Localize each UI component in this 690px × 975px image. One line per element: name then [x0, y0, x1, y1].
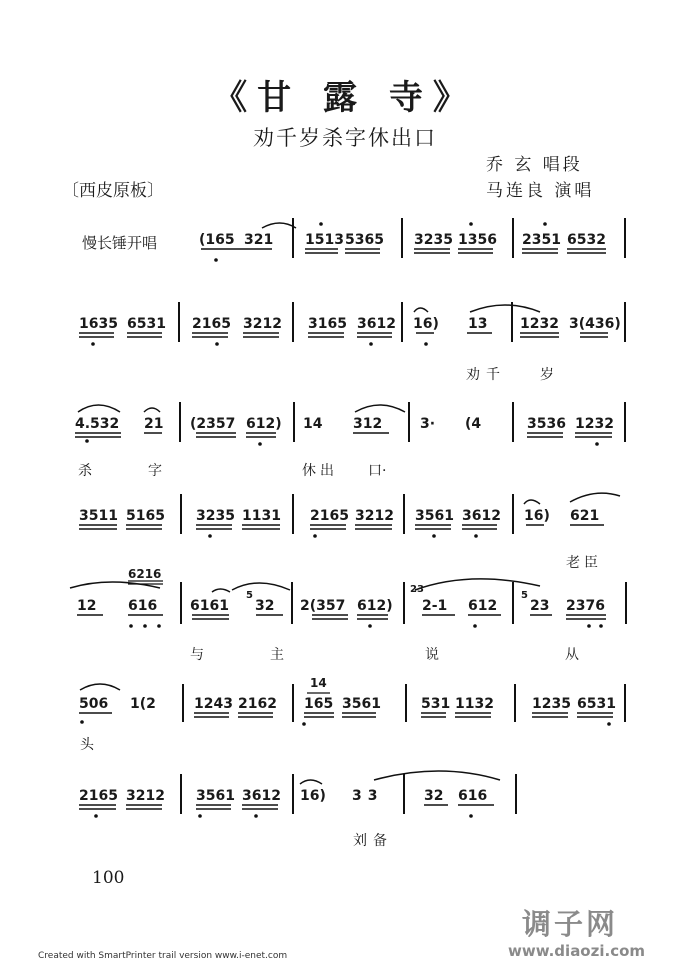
- watermark-url: www.diaozi.com: [508, 942, 646, 960]
- credit-role: 乔 玄 唱段: [486, 155, 583, 175]
- notation-group: 3561: [415, 508, 454, 524]
- grace-note: 23: [410, 584, 424, 595]
- notation-group: 1235: [532, 696, 571, 712]
- notation-group: 3212: [355, 508, 394, 524]
- notation-group: 2162: [238, 696, 277, 712]
- notation-group: 1132: [455, 696, 494, 712]
- notation-group: 2165: [310, 508, 349, 524]
- notation-group: 21: [144, 416, 164, 432]
- notation-group: 16): [300, 788, 326, 804]
- notation-group: 506: [79, 696, 109, 712]
- lyric-text: 说: [425, 647, 439, 663]
- notation-group: 6531: [127, 316, 166, 332]
- notation-group: (2357: [190, 416, 236, 432]
- notation-group: (165: [199, 232, 235, 248]
- notation-group: 616: [128, 598, 158, 614]
- notation-group: 23: [530, 598, 550, 614]
- notation-group: 165: [304, 696, 334, 712]
- score-subtitle: 劝千岁杀字休出口: [253, 126, 437, 150]
- score-system-7: [0, 762, 690, 882]
- notation-group: 32: [424, 788, 444, 804]
- lyric-text: 字: [148, 463, 162, 479]
- lyric-text: 口·: [368, 463, 387, 479]
- notation-group: 32: [255, 598, 275, 614]
- notation-group: 6531: [577, 696, 616, 712]
- notation-group: 2165: [79, 788, 118, 804]
- notation-group: 612): [357, 598, 393, 614]
- notation-group: 1(2: [130, 696, 156, 712]
- notation-group: 2-1: [422, 598, 448, 614]
- notation-group: 6161: [190, 598, 229, 614]
- notation-group: 3212: [126, 788, 165, 804]
- notation-group: 621: [570, 508, 600, 524]
- lyric-text: 头: [80, 737, 94, 753]
- notation-group: 612): [246, 416, 282, 432]
- credit-performer: 马连良 演唱: [486, 181, 595, 201]
- notation-group: 16): [413, 316, 439, 332]
- lyric-text: 岁: [540, 367, 554, 383]
- notation-group: 3612: [357, 316, 396, 332]
- score-title: 《甘 露 寺》: [213, 78, 477, 118]
- notation-group: 3612: [242, 788, 281, 804]
- notation-group: 33: [352, 788, 384, 804]
- lyric-text: 老臣: [566, 555, 602, 571]
- grace-notes: 14: [310, 676, 327, 690]
- notation-group: 5365: [345, 232, 384, 248]
- notation-group: 1131: [242, 508, 281, 524]
- notation-group: 4.532: [75, 416, 120, 432]
- notation-group: 3(436): [569, 316, 621, 332]
- notation-group: 1513: [305, 232, 344, 248]
- notation-group: 3511: [79, 508, 118, 524]
- notation-group: 531: [421, 696, 451, 712]
- lyric-text: 劝千: [466, 367, 506, 383]
- notation-group: 13: [468, 316, 488, 332]
- grace-note: 5: [521, 590, 528, 601]
- notation-group: 2351: [522, 232, 561, 248]
- grace-note: 5: [246, 590, 253, 601]
- notation-group: (4: [465, 416, 482, 432]
- notation-group: 3561: [196, 788, 235, 804]
- page-number: 100: [92, 868, 125, 888]
- notation-group: 3536: [527, 416, 566, 432]
- notation-group: 6532: [567, 232, 606, 248]
- notation-group: 3212: [243, 316, 282, 332]
- lyric-text: 从: [565, 647, 579, 663]
- lyric-text: 刘备: [353, 833, 393, 849]
- notation-group: 1635: [79, 316, 118, 332]
- notation-group: 1232: [520, 316, 559, 332]
- notation-group: 3165: [308, 316, 347, 332]
- notation-group: 14: [303, 416, 323, 432]
- notation-group: 321: [244, 232, 274, 248]
- notation-group: 2376: [566, 598, 605, 614]
- notation-group: 1232: [575, 416, 614, 432]
- lyric-text: 与: [190, 647, 204, 663]
- notation-group: 3·: [420, 416, 436, 432]
- grace-notes: 6216: [128, 567, 162, 581]
- tune-mode-label: 〔西皮原板〕: [62, 181, 164, 201]
- notation-group: 12: [77, 598, 97, 614]
- notation-group: 3612: [462, 508, 501, 524]
- notation-group: 1356: [458, 232, 497, 248]
- watermark-brand: 调子网: [522, 907, 619, 941]
- notation-group: 16): [524, 508, 550, 524]
- notation-group: 1243: [194, 696, 233, 712]
- notation-group: 3235: [196, 508, 235, 524]
- notation-group: 616: [458, 788, 488, 804]
- notation-group: 3561: [342, 696, 381, 712]
- tempo-instruction: 慢长锤开唱: [82, 234, 158, 252]
- notation-group: 3235: [414, 232, 453, 248]
- notation-group: 2165: [192, 316, 231, 332]
- printer-footer: Created with SmartPrinter trail version www.i-enet.com: [38, 951, 288, 961]
- notation-group: 612: [468, 598, 498, 614]
- notation-group: 5165: [126, 508, 165, 524]
- lyric-text: 杀: [78, 463, 92, 479]
- notation-group: 312: [353, 416, 383, 432]
- system-7-lines: [0, 762, 690, 882]
- lyric-text: 主: [270, 647, 284, 663]
- notation-group: 2(357: [300, 598, 346, 614]
- lyric-text: 休出: [302, 463, 338, 479]
